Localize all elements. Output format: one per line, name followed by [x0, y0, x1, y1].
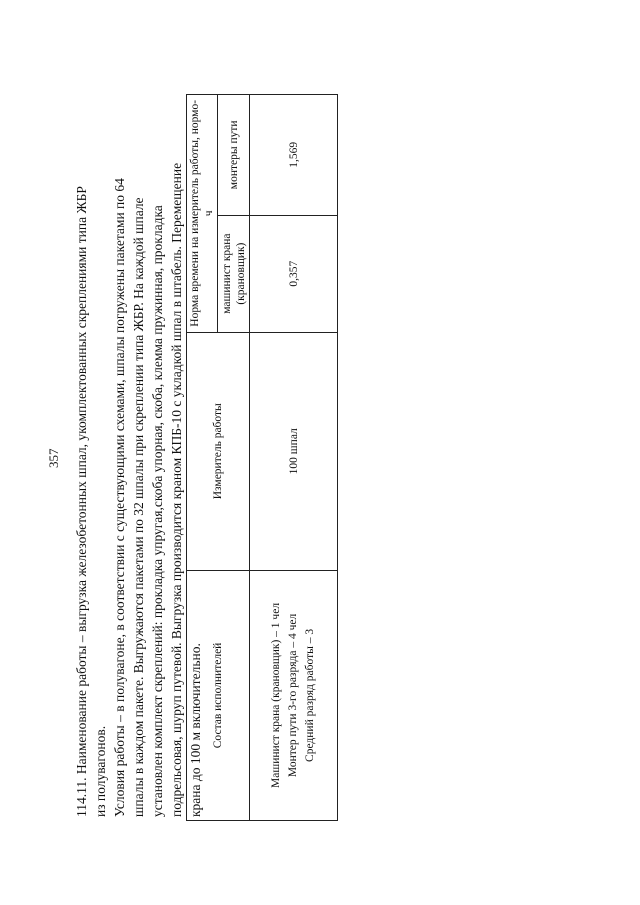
conditions-line-5: крана до 100 м включительно. — [188, 643, 203, 817]
cell-operator-norm: 0,357 — [250, 215, 338, 332]
composition-line: Машинист крана (крановщик) – 1 чел — [270, 602, 282, 788]
cell-track-fitters-norm: 1,569 — [250, 95, 338, 216]
header-composition: Состав исполнителей — [187, 570, 250, 820]
conditions-line-3: установлен комплект скреплений: прокладка упругая,скоба упорная, скоба, клемма пружинная, прокладка — [150, 205, 165, 817]
header-norm: Норма времени на измеритель работы, нормо-ч — [187, 95, 218, 333]
header-track-fitters: монтеры пути — [218, 95, 250, 216]
conditions-line-1: Условия работы – в полувагоне, в соответствии с существующими схемами, шпалы погружены пакетами по 64 — [112, 178, 127, 817]
composition-line: Монтер пути 3-го разряда – 4 чел — [287, 613, 299, 778]
conditions-line-4: подрельсовая, шуруп путевой. Выгрузка производится краном КПБ-10 с укладкой шпал в штабель. Перемещение — [169, 162, 184, 817]
heading-line-1: 114.11. Наименование работы – выгрузка железобетонных шпал, укомплектованных скреплениями типа ЖБР — [74, 186, 89, 817]
composition-line: Средний разряд работы – 3 — [304, 628, 316, 762]
table-row — [250, 95, 338, 821]
page-number: 357 — [46, 448, 61, 468]
conditions-line-2: шпалы в каждом пакете. Выгружаются пакетами по 32 шпалы при скреплении типа ЖБР. На каждой шпале — [131, 197, 146, 817]
header-operator: машинист крана (крановщик) — [218, 215, 250, 332]
cell-unit: 100 шпал — [250, 332, 338, 570]
norms-table-wrap — [186, 94, 338, 821]
norms-table — [186, 94, 338, 821]
cell-composition — [250, 570, 338, 820]
heading-line-2: из полувагонов. — [93, 725, 108, 817]
header-unit: Измеритель работы — [187, 332, 250, 570]
